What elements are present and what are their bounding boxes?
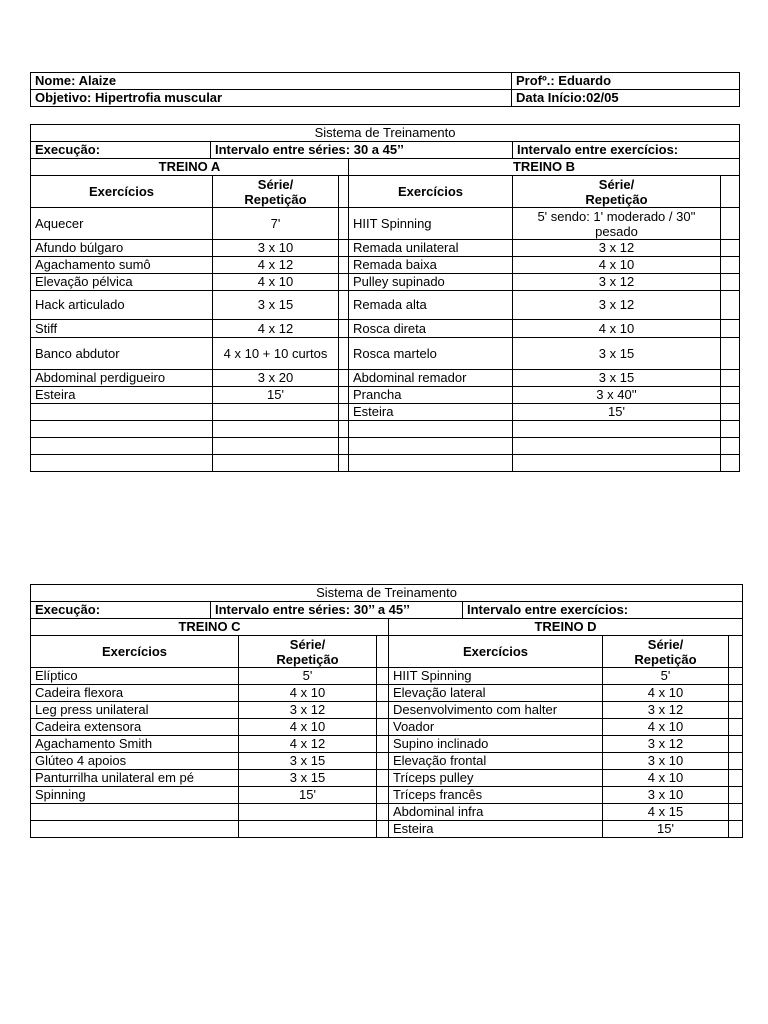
rep-b: 5' sendo: 1' moderado / 30'' pesado (513, 208, 721, 240)
rep-a: 15' (213, 387, 339, 404)
spacer-cell (377, 770, 389, 787)
spacer-cell (339, 404, 349, 421)
spacer-cell (729, 821, 743, 838)
spacer-cell (721, 176, 740, 208)
spacer-cell (729, 636, 743, 668)
exercise-c: Cadeira extensora (31, 719, 239, 736)
execution-label: Execução: (31, 602, 211, 619)
col-exercises-c: Exercícios (31, 636, 239, 668)
table-row (31, 821, 743, 838)
rep-d: 4 x 15 (603, 804, 729, 821)
empty-cell (31, 421, 213, 438)
spacer-cell (339, 387, 349, 404)
rep-c: 4 x 12 (239, 736, 377, 753)
empty-cell (213, 455, 339, 472)
spacer-cell (339, 208, 349, 240)
rep-c: 3 x 15 (239, 753, 377, 770)
spacer-cell (721, 404, 740, 421)
exercise-a: Banco abdutor (31, 338, 213, 370)
rep-a: 3 x 10 (213, 240, 339, 257)
rep-a (213, 404, 339, 421)
exercise-c (31, 821, 239, 838)
exercise-b: HIIT Spinning (349, 208, 513, 240)
spacer-cell (721, 455, 740, 472)
exercise-a: Elevação pélvica (31, 274, 213, 291)
rep-b: 3 x 12 (513, 274, 721, 291)
spacer-cell (339, 438, 349, 455)
spacer-cell (721, 320, 740, 338)
table-row (31, 753, 743, 770)
rep-d: 15' (603, 821, 729, 838)
spacer-cell (339, 421, 349, 438)
table-row (31, 404, 740, 421)
rep-c: 5' (239, 668, 377, 685)
exercise-d: HIIT Spinning (389, 668, 603, 685)
empty-cell (349, 438, 513, 455)
table-title: Sistema de Treinamento (31, 585, 743, 602)
rep-a: 4 x 12 (213, 320, 339, 338)
spacer-cell (721, 208, 740, 240)
spacer-cell (729, 685, 743, 702)
spacer-cell (339, 176, 349, 208)
exercise-a: Esteira (31, 387, 213, 404)
exercise-d: Tríceps pulley (389, 770, 603, 787)
spacer-cell (377, 736, 389, 753)
spacer-cell (729, 668, 743, 685)
table-row (31, 787, 743, 804)
table-row (31, 387, 740, 404)
exercise-interval: Intervalo entre exercícios: (463, 602, 743, 619)
rep-b: 3 x 12 (513, 240, 721, 257)
exercise-c (31, 804, 239, 821)
spacer-cell (729, 753, 743, 770)
table-row (31, 702, 743, 719)
training-table-ab (30, 124, 740, 472)
col-series-b: Série/ Repetição (513, 176, 721, 208)
exercise-c: Elíptico (31, 668, 239, 685)
exercise-a: Agachamento sumô (31, 257, 213, 274)
spacer-cell (721, 291, 740, 320)
spacer-cell (729, 702, 743, 719)
exercise-a (31, 404, 213, 421)
spacer-cell (377, 685, 389, 702)
rep-c: 3 x 12 (239, 702, 377, 719)
empty-cell (513, 421, 721, 438)
header-table (30, 72, 740, 107)
spacer-cell (339, 370, 349, 387)
training-table-cd (30, 584, 743, 838)
rep-a: 3 x 20 (213, 370, 339, 387)
series-interval: Intervalo entre séries: 30’’ a 45’’ (211, 602, 463, 619)
table-row (31, 320, 740, 338)
exercise-b: Prancha (349, 387, 513, 404)
rep-d: 3 x 10 (603, 787, 729, 804)
workout-b-title: TREINO B (349, 159, 740, 176)
spacer-cell (729, 736, 743, 753)
rep-b: 4 x 10 (513, 257, 721, 274)
empty-cell (349, 421, 513, 438)
spacer-cell (377, 753, 389, 770)
col-series-d: Série/ Repetição (603, 636, 729, 668)
execution-label: Execução: (31, 142, 211, 159)
rep-b: 3 x 12 (513, 291, 721, 320)
exercise-b: Remada alta (349, 291, 513, 320)
table-row (31, 291, 740, 320)
rep-b: 15' (513, 404, 721, 421)
spacer-cell (729, 770, 743, 787)
table-row (31, 668, 743, 685)
table-row (31, 274, 740, 291)
spacer-cell (729, 787, 743, 804)
spacer-cell (721, 274, 740, 291)
spacer-cell (721, 387, 740, 404)
exercise-b: Remada unilateral (349, 240, 513, 257)
spacer-cell (377, 787, 389, 804)
col-exercises-d: Exercícios (389, 636, 603, 668)
spacer-cell (339, 240, 349, 257)
empty-cell (349, 455, 513, 472)
rep-b: 3 x 40'' (513, 387, 721, 404)
table-row (31, 804, 743, 821)
exercise-b: Rosca martelo (349, 338, 513, 370)
exercise-d: Voador (389, 719, 603, 736)
exercise-c: Cadeira flexora (31, 685, 239, 702)
rep-d: 3 x 12 (603, 736, 729, 753)
table-row (31, 208, 740, 240)
spacer-cell (377, 804, 389, 821)
rep-a: 4 x 10 (213, 274, 339, 291)
empty-cell (31, 438, 213, 455)
rep-c: 4 x 10 (239, 719, 377, 736)
empty-cell (31, 455, 213, 472)
spacer-cell (339, 274, 349, 291)
exercise-d: Esteira (389, 821, 603, 838)
spacer-cell (339, 455, 349, 472)
spacer-cell (729, 719, 743, 736)
spacer-cell (721, 338, 740, 370)
table-row (31, 370, 740, 387)
spacer-cell (377, 719, 389, 736)
spacer-cell (339, 338, 349, 370)
series-interval: Intervalo entre séries: 30 a 45’’ (211, 142, 513, 159)
exercise-interval: Intervalo entre exercícios: (513, 142, 740, 159)
exercise-c: Glúteo 4 apoios (31, 753, 239, 770)
rep-a: 3 x 15 (213, 291, 339, 320)
table-row (31, 438, 740, 455)
rep-a: 4 x 12 (213, 257, 339, 274)
table-row (31, 770, 743, 787)
exercise-d: Elevação lateral (389, 685, 603, 702)
exercise-a: Stiff (31, 320, 213, 338)
spacer-cell (377, 821, 389, 838)
table-title: Sistema de Treinamento (31, 125, 740, 142)
exercise-d: Abdominal infra (389, 804, 603, 821)
teacher-name: Profº.: Eduardo (512, 73, 740, 90)
spacer-cell (721, 370, 740, 387)
start-date: Data Início:02/05 (512, 90, 740, 107)
table-row (31, 421, 740, 438)
exercise-a: Aquecer (31, 208, 213, 240)
empty-cell (513, 455, 721, 472)
student-name: Nome: Alaize (31, 73, 512, 90)
col-series-a: Série/ Repetição (213, 176, 339, 208)
exercise-d: Tríceps francês (389, 787, 603, 804)
exercise-c: Panturrilha unilateral em pé (31, 770, 239, 787)
col-series-c: Série/ Repetição (239, 636, 377, 668)
spacer-cell (721, 257, 740, 274)
exercise-a: Hack articulado (31, 291, 213, 320)
rep-a: 7' (213, 208, 339, 240)
rep-d: 3 x 10 (603, 753, 729, 770)
spacer-cell (339, 320, 349, 338)
table-row (31, 257, 740, 274)
rep-d: 4 x 10 (603, 770, 729, 787)
spacer-cell (377, 636, 389, 668)
rep-d: 5' (603, 668, 729, 685)
col-exercises-b: Exercícios (349, 176, 513, 208)
exercise-b: Remada baixa (349, 257, 513, 274)
rep-d: 4 x 10 (603, 719, 729, 736)
rep-c (239, 821, 377, 838)
empty-cell (513, 438, 721, 455)
spacer-cell (377, 702, 389, 719)
exercise-c: Leg press unilateral (31, 702, 239, 719)
exercise-b: Esteira (349, 404, 513, 421)
table-row (31, 338, 740, 370)
empty-cell (213, 438, 339, 455)
spacer-cell (377, 668, 389, 685)
exercise-c: Agachamento Smith (31, 736, 239, 753)
rep-b: 3 x 15 (513, 370, 721, 387)
spacer-cell (339, 291, 349, 320)
rep-c: 3 x 15 (239, 770, 377, 787)
exercise-b: Abdominal remador (349, 370, 513, 387)
rep-a: 4 x 10 + 10 curtos (213, 338, 339, 370)
rep-c (239, 804, 377, 821)
exercise-a: Afundo búlgaro (31, 240, 213, 257)
rep-b: 3 x 15 (513, 338, 721, 370)
exercise-d: Supino inclinado (389, 736, 603, 753)
spacer-cell (721, 240, 740, 257)
workout-c-title: TREINO C (31, 619, 389, 636)
rep-c: 4 x 10 (239, 685, 377, 702)
spacer-cell (721, 438, 740, 455)
rep-c: 15' (239, 787, 377, 804)
empty-cell (213, 421, 339, 438)
exercise-d: Elevação frontal (389, 753, 603, 770)
workout-d-title: TREINO D (389, 619, 743, 636)
exercise-a: Abdominal perdigueiro (31, 370, 213, 387)
table-row (31, 455, 740, 472)
table-row (31, 240, 740, 257)
exercise-b: Pulley supinado (349, 274, 513, 291)
spacer-cell (729, 804, 743, 821)
workout-a-title: TREINO A (31, 159, 349, 176)
table-row (31, 736, 743, 753)
exercise-b: Rosca direta (349, 320, 513, 338)
exercise-d: Desenvolvimento com halter (389, 702, 603, 719)
spacer-cell (721, 421, 740, 438)
rep-d: 3 x 12 (603, 702, 729, 719)
table-row (31, 719, 743, 736)
exercise-c: Spinning (31, 787, 239, 804)
col-exercises-a: Exercícios (31, 176, 213, 208)
objective: Objetivo: Hipertrofia muscular (31, 90, 512, 107)
rep-b: 4 x 10 (513, 320, 721, 338)
spacer-cell (339, 257, 349, 274)
table-row (31, 685, 743, 702)
rep-d: 4 x 10 (603, 685, 729, 702)
